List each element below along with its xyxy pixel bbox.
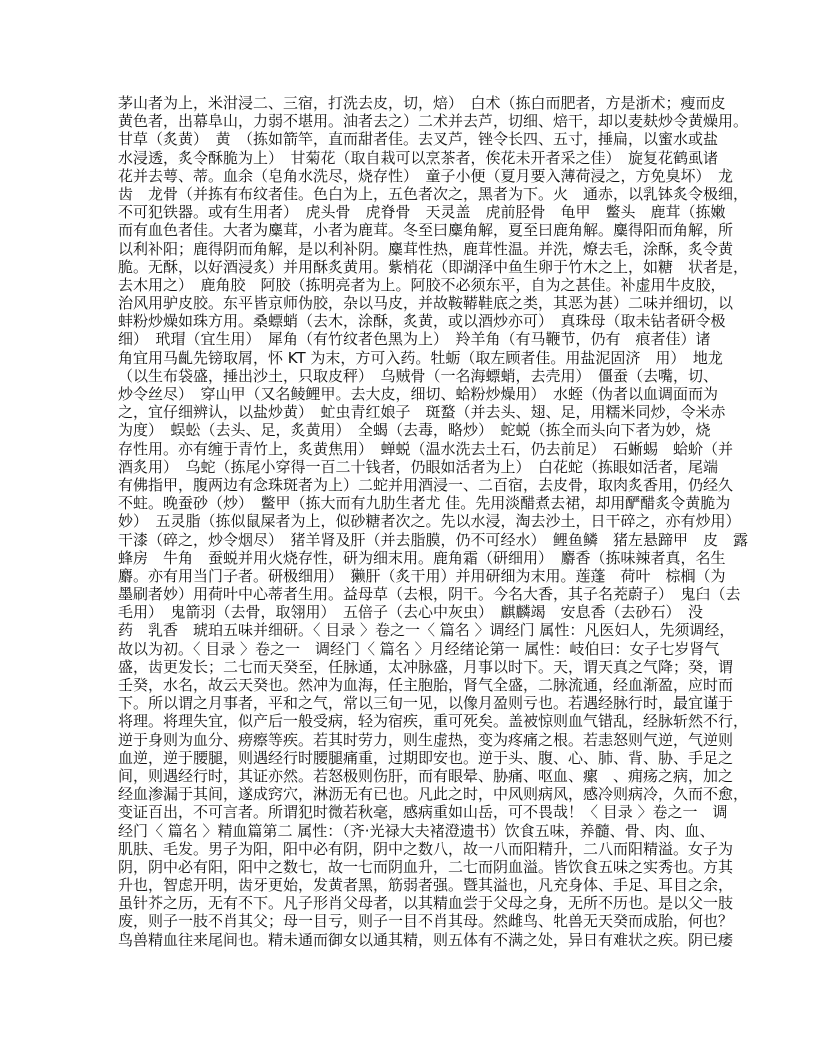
document-body xyxy=(118,94,749,949)
text-line: 炒令丝尽） 穿山甲（又名鲮鲤甲。去大皮，细切、蛤粉炒燥用） 水蛭（伪者以血调面而为 xyxy=(118,385,719,403)
text-line: 黄色者，出幕阜山，力弱不堪用。油者去之）二术并去芦，切细、焙干，却以麦麸炒令黄燥用。 xyxy=(118,112,749,131)
text-line: 存性用。亦有缠于青竹上，炙黄焦用） 蝉蜕（温水洗去土石，仍去前足） 石蜥蜴 蛤蚧（并 xyxy=(118,439,734,458)
text-line: 有佛指甲，腹两边有念珠斑者为上）二蛇并用酒浸一、二百宿，去皮骨，取肉炙香用，仍经久 xyxy=(118,475,734,494)
text-line: 去木用之） 鹿角胶 阿胶（拣明亮者为上。阿胶不必须东平，自为之甚佳。补虚用牛皮胶， xyxy=(118,275,726,294)
text-line: 酒炙用） 乌蛇（拣尾小穿得一百二十钱者，仍眼如活者为上） 白花蛇（拣眼如活者，尾端 xyxy=(118,457,719,476)
text-line: 阴，阴中必有阳，阳中之数七，故一七而阴血升，二七而阴血溢。皆饮食五味之实秀也。方其 xyxy=(118,857,734,876)
text-line: 鸟兽精血往来尾间也。精未通而御女以通其精，则五体有不满之处，异日有难状之疾。阴已痿 xyxy=(118,930,734,949)
text-line: 壬癸，水名，故云天癸也。然冲为血海，任主胞胎，肾气全盛，二脉流通，经血渐盈，应时而 xyxy=(118,676,734,694)
text-line: 变证百出，不可言者。所谓犯时微若秋毫，感病重如山岳，可不畏哉！〈 目录 〉卷之一 调 xyxy=(118,803,728,822)
text-line: 逆于身则为血分、痨瘵等疾。若其时劳力，则生虚热，变为疼痛之根。若恚怒则气逆，气逆则 xyxy=(118,730,734,749)
text-line: 经门〈 篇名 〉精血篇第二 属性：（齐·光禄大夫褚澄遗书）饮食五味，养髓、骨、肉、血、 xyxy=(118,821,715,840)
text-line: 血逆，逆于腰腿，则遇经行时腰腿痛重，过期即安也。逆于头、腹、心、肺、背、胁、手足之 xyxy=(118,748,734,767)
text-line: 经血渗漏于其间，遂成窍穴，淋沥无有已也。凡此之时，中风则病风，感冷则病冷，久而不愈， xyxy=(118,785,749,804)
text-line: 水浸透，炙令酥脆为上） 甘菊花（取自栽可以烹茶者，俟花未开者采之佳） 旋复花鹤虱诸 xyxy=(118,148,719,167)
text-line: 花并去萼、蒂。血余（皂角水洗尽，烧存性） 童子小便（夏月要入薄荷浸之，方免臭坏） 龙 xyxy=(118,166,734,185)
text-line: 废，则子一肢不肖其父；母一目亏，则子一目不肖其母。然雌鸟、牝兽无天癸而成胎，何也？ xyxy=(118,912,734,931)
text-line: 间，则遇经行时，其证亦然。若怒极则伤肝，而有眼晕、胁痛、呕血、瘰 、痈疡之病，加之 xyxy=(118,766,734,785)
text-line: 蚌粉炒燥如珠方用。桑螵蛸（去木，涂酥，炙黄，或以酒炒亦可） 真珠母（取未钻者研令极 xyxy=(118,312,726,331)
text-line: 麝。亦有用当门子者。研极细用） 獭肝（炙干用）并用研细为末用。莲蓬 荷叶 棕榈（为 xyxy=(118,566,726,585)
text-line: 虽针芥之历，无有不下。凡子形肖父母者，以其精血尝于父母之身，无所不历也。是以父一肢 xyxy=(118,894,734,913)
text-line: 脆。无酥，以好酒浸炙）并用酥炙黄用。紫梢花（即湖泽中鱼生卵于竹木之上，如糖 状者是， xyxy=(118,257,749,276)
text-line: 盛，齿更发长；二七而天癸至，任脉通，太冲脉盛，月事以时下。天，谓天真之气降；癸，谓 xyxy=(118,657,734,676)
text-line: 干漆（碎之，炒令烟尽） 猪羊肾及肝（并去脂膜，仍不可经水） 鲤鱼鳞 猪左悬蹄甲 皮 露 xyxy=(118,530,749,549)
text-line: 治风用驴皮胶。东平皆京师伪胶，杂以马皮，并故鞍鞯鞋底之类，其恶为甚）二味并细切，以 xyxy=(118,294,734,313)
text-line: 不可犯铁器。或有生用者） 虎头骨 虎脊骨 天灵盖 虎前胫骨 龟甲 鳖头 鹿茸（拣嫩 xyxy=(118,203,726,222)
text-line: 齿 龙骨（并拣有布纹者佳。色白为上，五色者次之，黑者为下。火 通赤，以乳钵炙令极细， xyxy=(118,184,749,203)
text-line: 为度） 蜈蚣（去头、足，炙黄用） 全蝎（去毒，略炒） 蛇蜕（拣全而头向下者为妙，烧 xyxy=(118,421,711,440)
text-line: 下。所以谓之月事者，平和之气，常以三旬一见，以像月盈则亏也。若遇经脉行时，最宜谨于 xyxy=(118,694,734,713)
text-line: 故以为初。〈 目录 〉卷之一 调经门〈 篇名 〉月经绪论第一 属性：岐伯曰：女子七岁肾气 xyxy=(118,639,720,658)
text-line: 不蛀。晚蚕砂（炒） 鳖甲（拣大而有九肋生者尤 佳。先用淡醋煮去裙，却用酽醋炙令黄脆为 xyxy=(118,494,731,513)
text-line: 而有血色者佳。大者为麋茸，小者为鹿茸。冬至曰麋角解，夏至曰鹿角解。麋得阳而角解，所 xyxy=(118,221,734,240)
text-line: 甘草（炙黄） 黄 （拣如箭竿，直而甜者佳。去叉芦，锉令长四、五寸，捶扁，以蜜水或盐 xyxy=(118,130,719,149)
text-line: 升也，智虑开明，齿牙更始，发黄者黑，筋弱者强。暨其溢也，凡充身体、手足、耳目之余， xyxy=(118,876,734,895)
text-line: 墨刷者妙）用荷叶中心蒂者生用。益母草（去根，阴干。今名大香，其子名茺蔚子） 鬼臼（去 xyxy=(118,585,741,604)
text-line: 茅山者为上，米泔浸二、三宿，打洗去皮，切，焙） 白术（拣白而肥者，方是浙术；瘦而皮 xyxy=(118,94,726,112)
text-line: 肌肤、毛发。男子为阳，阳中必有阴，阴中之数八，故一八而阳精升，二八而阳精溢。女子为 xyxy=(118,839,734,858)
text-line: 妙） 五灵脂（拣似鼠屎者为上，似砂糖者次之。先以水浸，淘去沙土，日干碎之，亦有炒用） xyxy=(118,512,741,531)
text-line: 毛用） 鬼箭羽（去骨，取翎用） 五倍子（去心中灰虫） 麒麟竭 安息香（去砂石） 没 xyxy=(118,603,704,622)
text-line: 角宜用马齓先镑取屑，怀 KT 为末，方可入药。牡蛎（取左顾者佳。用盐泥固济 用） 地龙 xyxy=(118,348,723,367)
text-line: 细） 玳瑁（宜生用） 犀角（有竹纹者色黑为上） 羚羊角（有马鞭节，仍有 痕者佳）诸 xyxy=(118,330,711,349)
text-line: 之，宜仔细辨认，以盐炒黄） 虻虫青红娘子 斑蝥（并去头、翅、足，用糯米同炒，令米赤 xyxy=(118,403,726,422)
text-line: 将理。将理失宜，似产后一般受病，轻为宿疾，重可死矣。盖被惊则血气错乱，经脉斩然不行， xyxy=(118,712,749,731)
text-line: 蜂房 牛角 蚕蜕并用火烧存性，研为细末用。鹿角霜（研细用） 麝香（拣味辣者真，名生 xyxy=(118,548,726,567)
text-line: （以生布袋盛，捶出沙土，只取皮秤） 乌贼骨（一名海螵蛸，去壳用） 僵蚕（去嘴，切、 xyxy=(118,366,719,385)
text-line: 以利补阳；鹿得阴而角解，是以利补阴。麋茸性热，鹿茸性温。并洗，燎去毛，涂酥，炙令黄 xyxy=(118,239,734,258)
text-line: 药 乳香 琥珀五味并细研。〈 目录 〉卷之一〈 篇名 〉调经门 属性：凡医妇人，先须调经， xyxy=(118,621,735,640)
